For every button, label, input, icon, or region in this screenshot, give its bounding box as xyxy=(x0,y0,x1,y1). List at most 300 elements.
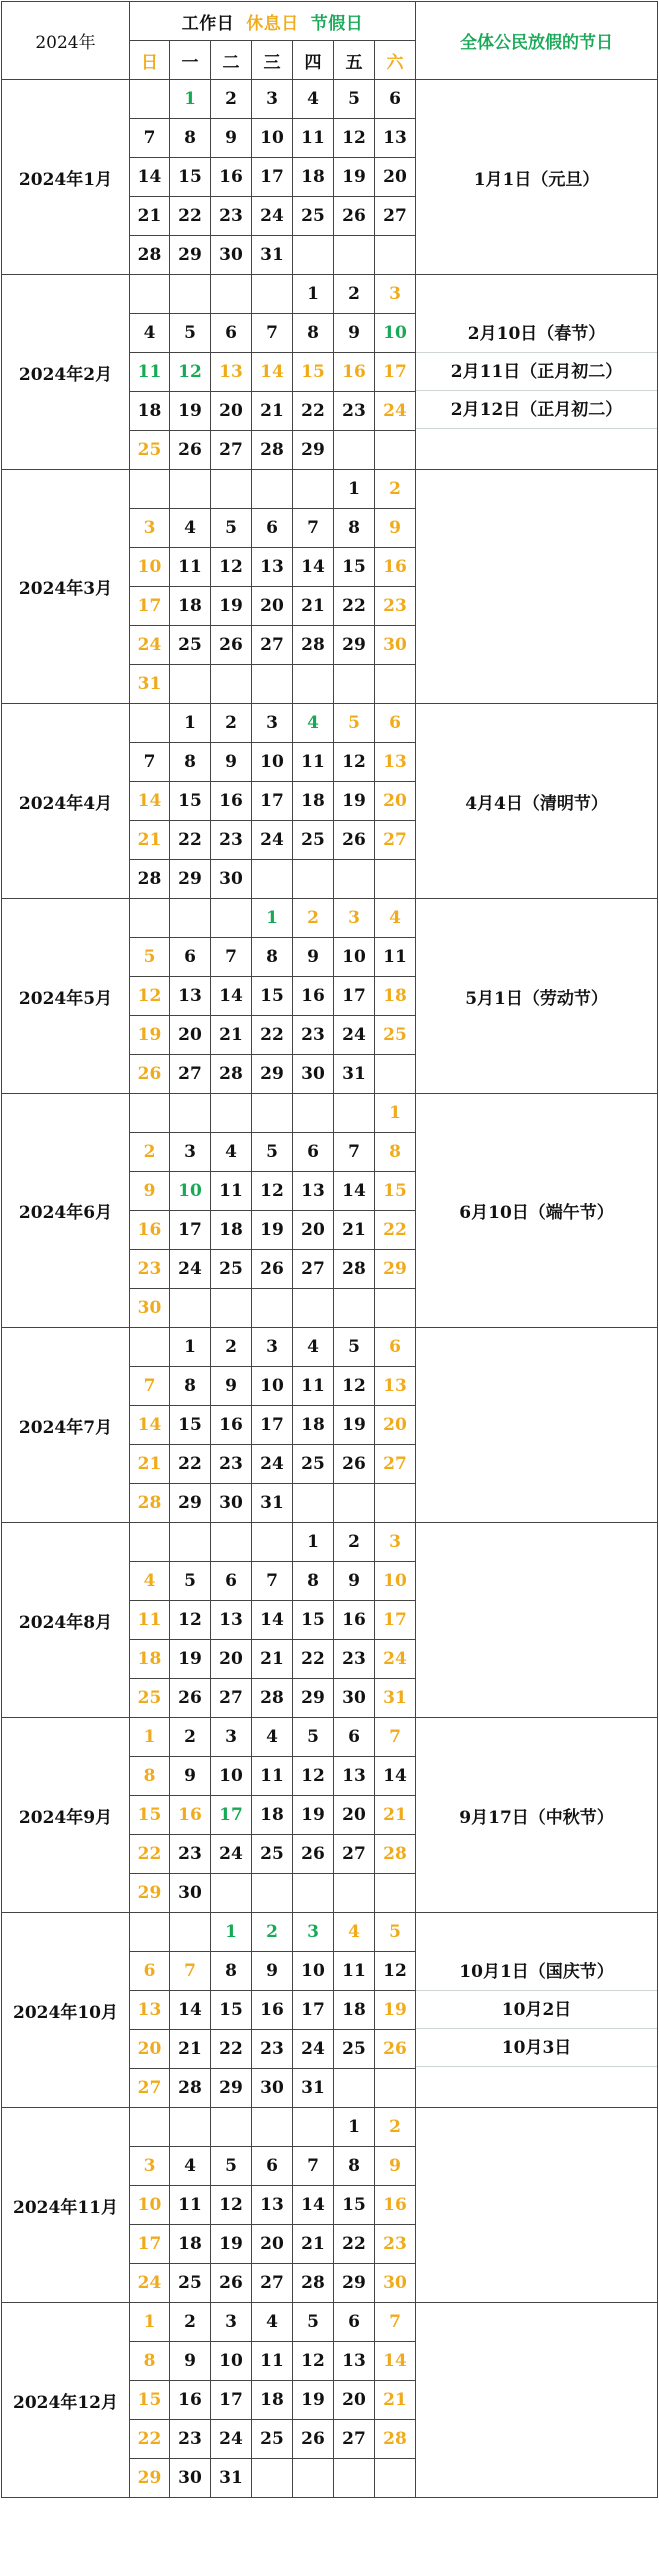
rest-day-cell: 30 xyxy=(130,1289,170,1328)
work-day-cell: 11 xyxy=(293,743,334,782)
holiday-day-cell: 4 xyxy=(293,704,334,743)
rest-day-cell: 1 xyxy=(375,1094,416,1133)
work-day-cell: 12 xyxy=(293,2342,334,2381)
rest-day-cell: 29 xyxy=(375,1250,416,1289)
holiday-day-cell: 10 xyxy=(375,314,416,353)
rest-day-cell: 29 xyxy=(130,2459,170,2498)
empty-day-cell xyxy=(130,2108,170,2147)
work-day-cell: 8 xyxy=(293,1562,334,1601)
work-day-cell: 10 xyxy=(252,119,293,158)
rest-day-cell: 1 xyxy=(130,2303,170,2342)
empty-day-cell xyxy=(293,1289,334,1328)
month-label: 2024年4月 xyxy=(2,704,130,899)
work-day-cell: 19 xyxy=(334,1406,375,1445)
holiday-item: 1月1日（元旦） xyxy=(473,169,600,190)
work-day-cell: 2 xyxy=(211,704,252,743)
work-day-cell: 19 xyxy=(211,2225,252,2264)
work-day-cell: 4 xyxy=(211,1133,252,1172)
rest-day-cell: 13 xyxy=(211,353,252,392)
work-day-cell: 15 xyxy=(252,977,293,1016)
work-day-cell: 25 xyxy=(211,1250,252,1289)
holiday-day-cell: 17 xyxy=(211,1796,252,1835)
work-day-cell: 11 xyxy=(211,1172,252,1211)
month-label: 2024年8月 xyxy=(2,1523,130,1718)
work-day-cell: 9 xyxy=(170,1757,211,1796)
work-day-cell: 31 xyxy=(252,1484,293,1523)
work-day-cell: 24 xyxy=(293,2030,334,2069)
work-day-cell: 14 xyxy=(293,548,334,587)
work-day-cell: 10 xyxy=(252,743,293,782)
work-day-cell: 2 xyxy=(334,275,375,314)
month-label: 2024年9月 xyxy=(2,1718,130,1913)
work-day-cell: 8 xyxy=(170,1367,211,1406)
empty-day-cell xyxy=(252,470,293,509)
rest-day-cell: 16 xyxy=(130,1211,170,1250)
work-day-cell: 30 xyxy=(211,1484,252,1523)
work-day-cell: 8 xyxy=(170,743,211,782)
work-day-cell: 21 xyxy=(293,2225,334,2264)
work-day-cell: 31 xyxy=(293,2069,334,2108)
rest-day-cell: 15 xyxy=(375,1172,416,1211)
rest-day-cell: 18 xyxy=(130,1640,170,1679)
empty-day-cell xyxy=(293,236,334,275)
work-day-cell: 19 xyxy=(293,1796,334,1835)
work-day-cell: 22 xyxy=(170,1445,211,1484)
empty-day-cell xyxy=(170,1094,211,1133)
empty-day-cell xyxy=(252,1523,293,1562)
work-day-cell: 9 xyxy=(334,1562,375,1601)
work-day-cell: 9 xyxy=(170,2342,211,2381)
work-day-cell: 28 xyxy=(293,2264,334,2303)
work-day-cell: 24 xyxy=(211,1835,252,1874)
work-day-cell: 29 xyxy=(334,626,375,665)
holiday-item: 10月2日 xyxy=(416,1991,657,2029)
holiday-item: 10月3日 xyxy=(416,2029,657,2067)
work-day-cell: 10 xyxy=(293,1952,334,1991)
empty-day-cell xyxy=(334,236,375,275)
work-day-cell: 15 xyxy=(334,2186,375,2225)
legend-workday: 工作日 xyxy=(181,13,235,34)
work-day-cell: 16 xyxy=(334,1601,375,1640)
rest-day-cell: 4 xyxy=(130,1562,170,1601)
work-day-cell: 12 xyxy=(293,1757,334,1796)
work-day-cell: 24 xyxy=(170,1250,211,1289)
week-row xyxy=(2,470,658,509)
work-day-cell: 13 xyxy=(252,548,293,587)
rest-day-cell: 1 xyxy=(130,1718,170,1757)
empty-day-cell xyxy=(334,860,375,899)
work-day-cell: 26 xyxy=(293,1835,334,1874)
empty-day-cell xyxy=(211,1874,252,1913)
rest-day-cell: 9 xyxy=(130,1172,170,1211)
holiday-spacer xyxy=(416,1915,657,1953)
work-day-cell: 9 xyxy=(211,1367,252,1406)
empty-day-cell xyxy=(252,1094,293,1133)
work-day-cell: 5 xyxy=(211,509,252,548)
work-day-cell: 28 xyxy=(211,1055,252,1094)
work-day-cell: 10 xyxy=(211,1757,252,1796)
rest-day-cell: 15 xyxy=(130,2381,170,2420)
rest-day-cell: 22 xyxy=(130,1835,170,1874)
rest-day-cell: 26 xyxy=(130,1055,170,1094)
rest-day-cell: 19 xyxy=(130,1016,170,1055)
work-day-cell: 10 xyxy=(252,1367,293,1406)
holiday-item: 2月10日（春节） xyxy=(416,315,657,353)
rest-day-cell: 28 xyxy=(375,1835,416,1874)
month-holidays xyxy=(416,1718,658,1913)
work-day-cell: 31 xyxy=(211,2459,252,2498)
work-day-cell: 9 xyxy=(334,314,375,353)
work-day-cell: 14 xyxy=(252,1601,293,1640)
work-day-cell: 30 xyxy=(293,1055,334,1094)
work-day-cell: 23 xyxy=(211,197,252,236)
month-holidays xyxy=(416,1913,658,2108)
rest-day-cell: 4 xyxy=(375,899,416,938)
work-day-cell: 9 xyxy=(293,938,334,977)
empty-day-cell xyxy=(170,665,211,704)
work-day-cell: 8 xyxy=(170,119,211,158)
work-day-cell: 6 xyxy=(334,1718,375,1757)
empty-day-cell xyxy=(375,431,416,470)
rest-day-cell: 3 xyxy=(375,1523,416,1562)
work-day-cell: 21 xyxy=(293,587,334,626)
work-day-cell: 15 xyxy=(334,548,375,587)
empty-day-cell xyxy=(375,236,416,275)
weekday-fri: 五 xyxy=(334,41,375,80)
work-day-cell: 28 xyxy=(293,626,334,665)
rest-day-cell: 2 xyxy=(375,470,416,509)
work-day-cell: 25 xyxy=(170,626,211,665)
work-day-cell: 11 xyxy=(170,548,211,587)
work-day-cell: 8 xyxy=(252,938,293,977)
work-day-cell: 19 xyxy=(211,587,252,626)
work-day-cell: 26 xyxy=(334,821,375,860)
work-day-cell: 20 xyxy=(252,587,293,626)
empty-day-cell xyxy=(334,1094,375,1133)
holiday-item: 2月12日（正月初二） xyxy=(416,391,657,429)
empty-day-cell xyxy=(130,470,170,509)
holiday-day-cell: 1 xyxy=(170,80,211,119)
work-day-cell: 11 xyxy=(334,1952,375,1991)
work-day-cell: 20 xyxy=(375,158,416,197)
empty-day-cell xyxy=(170,899,211,938)
work-day-cell: 16 xyxy=(211,782,252,821)
rest-day-cell: 3 xyxy=(130,509,170,548)
empty-day-cell xyxy=(170,470,211,509)
empty-day-cell xyxy=(334,1874,375,1913)
rest-day-cell: 24 xyxy=(130,2264,170,2303)
rest-day-cell: 5 xyxy=(334,704,375,743)
month-label: 2024年2月 xyxy=(2,275,130,470)
work-day-cell: 29 xyxy=(252,1055,293,1094)
work-day-cell: 28 xyxy=(252,1679,293,1718)
work-day-cell: 11 xyxy=(252,1757,293,1796)
rest-day-cell: 16 xyxy=(334,353,375,392)
rest-day-cell: 8 xyxy=(130,2342,170,2381)
work-day-cell: 2 xyxy=(211,1328,252,1367)
rest-day-cell: 24 xyxy=(375,1640,416,1679)
empty-day-cell xyxy=(170,2108,211,2147)
holiday-day-cell: 1 xyxy=(252,899,293,938)
empty-day-cell xyxy=(293,2108,334,2147)
work-day-cell: 14 xyxy=(334,1172,375,1211)
work-day-cell: 31 xyxy=(334,1055,375,1094)
rest-day-cell: 27 xyxy=(130,2069,170,2108)
work-day-cell: 19 xyxy=(170,392,211,431)
holiday-item: 9月17日（中秋节） xyxy=(459,1807,614,1828)
work-day-cell: 6 xyxy=(170,938,211,977)
work-day-cell: 27 xyxy=(375,197,416,236)
work-day-cell: 6 xyxy=(334,2303,375,2342)
empty-day-cell xyxy=(375,1055,416,1094)
work-day-cell: 14 xyxy=(375,1757,416,1796)
week-row xyxy=(2,1094,658,1133)
empty-day-cell xyxy=(252,2459,293,2498)
rest-day-cell: 17 xyxy=(130,587,170,626)
rest-day-cell: 6 xyxy=(375,1328,416,1367)
empty-day-cell xyxy=(211,665,252,704)
holiday-day-cell: 3 xyxy=(293,1913,334,1952)
weekday-sun: 日 xyxy=(130,41,170,80)
empty-day-cell xyxy=(130,1523,170,1562)
work-day-cell: 28 xyxy=(252,431,293,470)
holiday-item: 6月10日（端午节） xyxy=(459,1203,614,1223)
rest-day-cell: 20 xyxy=(130,2030,170,2069)
empty-day-cell xyxy=(375,1484,416,1523)
work-day-cell: 3 xyxy=(211,1718,252,1757)
work-day-cell: 16 xyxy=(211,158,252,197)
work-day-cell: 5 xyxy=(170,314,211,353)
work-day-cell: 7 xyxy=(252,1562,293,1601)
rest-day-cell: 10 xyxy=(130,2186,170,2225)
rest-day-cell: 30 xyxy=(375,2264,416,2303)
rest-day-cell: 13 xyxy=(375,743,416,782)
work-day-cell: 15 xyxy=(170,158,211,197)
work-day-cell: 13 xyxy=(375,119,416,158)
empty-day-cell xyxy=(130,899,170,938)
rest-day-cell: 19 xyxy=(375,1991,416,2030)
work-day-cell: 8 xyxy=(293,314,334,353)
weekday-tue: 二 xyxy=(211,41,252,80)
work-day-cell: 2 xyxy=(334,1523,375,1562)
work-day-cell: 18 xyxy=(211,1211,252,1250)
work-day-cell: 25 xyxy=(252,2420,293,2459)
work-day-cell: 25 xyxy=(293,1445,334,1484)
work-day-cell: 20 xyxy=(334,1796,375,1835)
work-day-cell: 18 xyxy=(252,1796,293,1835)
month-holidays xyxy=(416,1328,658,1523)
work-day-cell: 9 xyxy=(211,743,252,782)
work-day-cell: 24 xyxy=(334,1016,375,1055)
work-day-cell: 12 xyxy=(375,1952,416,1991)
week-row xyxy=(2,2108,658,2147)
empty-day-cell xyxy=(252,275,293,314)
work-day-cell: 26 xyxy=(211,626,252,665)
work-day-cell: 4 xyxy=(170,509,211,548)
work-day-cell: 17 xyxy=(334,977,375,1016)
work-day-cell: 1 xyxy=(334,2108,375,2147)
work-day-cell: 29 xyxy=(293,1679,334,1718)
work-day-cell: 19 xyxy=(252,1211,293,1250)
holiday-list xyxy=(416,1915,657,2105)
holiday-spacer xyxy=(416,2067,657,2105)
empty-day-cell xyxy=(293,2459,334,2498)
work-day-cell: 12 xyxy=(211,2186,252,2225)
empty-day-cell xyxy=(334,1484,375,1523)
rest-day-cell: 10 xyxy=(130,548,170,587)
rest-day-cell: 31 xyxy=(130,665,170,704)
work-day-cell: 18 xyxy=(170,2225,211,2264)
work-day-cell: 27 xyxy=(211,431,252,470)
legend-restday: 休息日 xyxy=(246,13,299,34)
work-day-cell: 21 xyxy=(211,1016,252,1055)
empty-day-cell xyxy=(293,1874,334,1913)
empty-day-cell xyxy=(130,1913,170,1952)
empty-day-cell xyxy=(170,1289,211,1328)
weekday-wed: 三 xyxy=(252,41,293,80)
work-day-cell: 12 xyxy=(334,743,375,782)
rest-day-cell: 13 xyxy=(130,1991,170,2030)
work-day-cell: 6 xyxy=(211,1562,252,1601)
work-day-cell: 7 xyxy=(293,509,334,548)
holiday-item: 10月1日（国庆节） xyxy=(416,1953,657,1991)
work-day-cell: 3 xyxy=(252,1328,293,1367)
work-day-cell: 26 xyxy=(252,1250,293,1289)
rest-day-cell: 14 xyxy=(375,2342,416,2381)
work-day-cell: 6 xyxy=(252,509,293,548)
weekday-thu: 四 xyxy=(293,41,334,80)
work-day-cell: 23 xyxy=(293,1016,334,1055)
work-day-cell: 25 xyxy=(252,1835,293,1874)
work-day-cell: 22 xyxy=(293,392,334,431)
month-label: 2024年1月 xyxy=(2,80,130,275)
work-day-cell: 1 xyxy=(293,1523,334,1562)
work-day-cell: 23 xyxy=(334,1640,375,1679)
rest-day-cell: 9 xyxy=(375,2147,416,2186)
work-day-cell: 27 xyxy=(170,1055,211,1094)
month-holidays xyxy=(416,275,658,470)
work-day-cell: 4 xyxy=(293,1328,334,1367)
work-day-cell: 21 xyxy=(170,2030,211,2069)
work-day-cell: 27 xyxy=(211,1679,252,1718)
work-day-cell: 8 xyxy=(211,1952,252,1991)
work-day-cell: 7 xyxy=(130,743,170,782)
work-day-cell: 4 xyxy=(252,2303,293,2342)
rest-day-cell: 16 xyxy=(170,1796,211,1835)
work-day-cell: 15 xyxy=(293,1601,334,1640)
work-day-cell: 13 xyxy=(211,1601,252,1640)
empty-day-cell xyxy=(293,1094,334,1133)
work-day-cell: 27 xyxy=(252,2264,293,2303)
month-holidays xyxy=(416,2108,658,2303)
work-day-cell: 29 xyxy=(211,2069,252,2108)
work-day-cell: 11 xyxy=(170,2186,211,2225)
rest-day-cell: 29 xyxy=(130,1874,170,1913)
work-day-cell: 20 xyxy=(211,392,252,431)
work-day-cell: 8 xyxy=(334,2147,375,2186)
rest-day-cell: 4 xyxy=(334,1913,375,1952)
work-day-cell: 23 xyxy=(252,2030,293,2069)
rest-day-cell: 15 xyxy=(130,1796,170,1835)
rest-day-cell: 22 xyxy=(130,2420,170,2459)
work-day-cell: 23 xyxy=(170,2420,211,2459)
work-day-cell: 25 xyxy=(293,821,334,860)
rest-day-cell: 15 xyxy=(293,353,334,392)
work-day-cell: 6 xyxy=(252,2147,293,2186)
work-day-cell: 16 xyxy=(293,977,334,1016)
rest-day-cell: 7 xyxy=(375,1718,416,1757)
rest-day-cell: 7 xyxy=(170,1952,211,1991)
rest-day-cell: 21 xyxy=(130,821,170,860)
month-holidays xyxy=(416,2303,658,2498)
work-day-cell: 17 xyxy=(170,1211,211,1250)
work-day-cell: 27 xyxy=(293,1250,334,1289)
rest-day-cell: 16 xyxy=(375,548,416,587)
work-day-cell: 19 xyxy=(293,2381,334,2420)
empty-day-cell xyxy=(293,860,334,899)
work-day-cell: 7 xyxy=(130,119,170,158)
rest-day-cell: 22 xyxy=(375,1211,416,1250)
work-day-cell: 13 xyxy=(334,1757,375,1796)
work-day-cell: 12 xyxy=(252,1172,293,1211)
rest-day-cell: 18 xyxy=(375,977,416,1016)
work-day-cell: 27 xyxy=(334,1835,375,1874)
work-day-cell: 30 xyxy=(211,860,252,899)
work-day-cell: 8 xyxy=(334,509,375,548)
work-day-cell: 20 xyxy=(334,2381,375,2420)
work-day-cell: 13 xyxy=(293,1172,334,1211)
work-day-cell: 14 xyxy=(293,2186,334,2225)
work-day-cell: 26 xyxy=(170,431,211,470)
rest-day-cell: 8 xyxy=(130,1757,170,1796)
rest-day-cell: 27 xyxy=(375,821,416,860)
work-day-cell: 21 xyxy=(252,1640,293,1679)
work-day-cell: 4 xyxy=(293,80,334,119)
month-label: 2024年3月 xyxy=(2,470,130,704)
empty-day-cell xyxy=(211,1523,252,1562)
work-day-cell: 27 xyxy=(334,2420,375,2459)
work-day-cell: 24 xyxy=(252,1445,293,1484)
work-day-cell: 15 xyxy=(170,1406,211,1445)
empty-day-cell xyxy=(334,1289,375,1328)
work-day-cell: 26 xyxy=(334,1445,375,1484)
work-day-cell: 28 xyxy=(130,860,170,899)
work-day-cell: 24 xyxy=(211,2420,252,2459)
empty-day-cell xyxy=(130,275,170,314)
month-holidays xyxy=(416,704,658,899)
holiday-item: 4月4日（清明节） xyxy=(465,793,608,814)
empty-day-cell xyxy=(293,470,334,509)
rest-day-cell: 2 xyxy=(130,1133,170,1172)
work-day-cell: 19 xyxy=(334,782,375,821)
work-day-cell: 24 xyxy=(252,197,293,236)
work-day-cell: 11 xyxy=(375,938,416,977)
work-day-cell: 21 xyxy=(334,1211,375,1250)
work-day-cell: 22 xyxy=(170,821,211,860)
work-day-cell: 23 xyxy=(170,1835,211,1874)
work-day-cell: 11 xyxy=(293,1367,334,1406)
work-day-cell: 25 xyxy=(170,2264,211,2303)
week-row xyxy=(2,2303,658,2342)
empty-day-cell xyxy=(375,665,416,704)
holiday-spacer xyxy=(416,429,657,467)
empty-day-cell xyxy=(293,665,334,704)
empty-day-cell xyxy=(375,2069,416,2108)
month-holidays xyxy=(416,1523,658,1718)
empty-day-cell xyxy=(130,80,170,119)
rest-day-cell: 27 xyxy=(375,1445,416,1484)
holiday-day-cell: 2 xyxy=(252,1913,293,1952)
